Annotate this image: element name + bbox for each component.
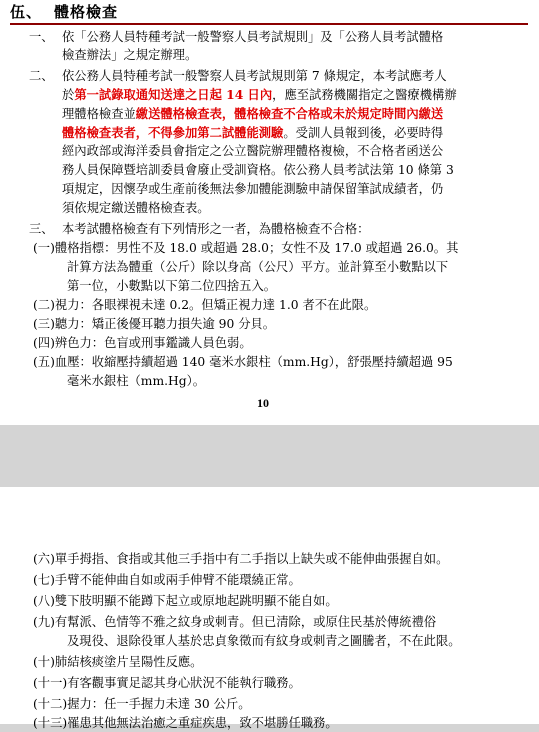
sub-item-9-line-1: (九)有幫派、色情等不雅之紋身或刺青。但已清除，或原住民基於傳統禮俗 bbox=[33, 615, 437, 629]
sub-item-7: (七)手臂不能伸曲自如或兩手伸臂不能環繞正常。 bbox=[33, 573, 301, 587]
item-2-line-3 bbox=[62, 105, 443, 123]
item-2-line-6: 務人員保障暨培訓委員會廢止受訓資格。依公務人員考試法第 10 條第 3 bbox=[62, 163, 454, 177]
text-run: 。受訓人員報到後，必要時得 bbox=[283, 126, 444, 140]
sub-item-12: (十二)握力：任一手握力未達 30 公斤。 bbox=[33, 697, 251, 711]
item-3-lead: 本考試體格檢查有下列情形之一者，為體格檢查不合格： bbox=[62, 222, 370, 236]
sub-item-9-line-2: 及現役、退除役軍人基於忠貞象徵而有紋身或刺青之圖騰者，不在此限。 bbox=[67, 634, 461, 648]
item-2-line-7: 項規定，因懷孕或生產前後無法參加體能測驗申請保留筆試成績者，仍 bbox=[62, 182, 444, 196]
item-2-line-4 bbox=[62, 124, 443, 142]
section-title: 體格檢查 bbox=[54, 3, 119, 21]
highlight-submission: 繳送體格檢查表，體格檢查不合格或未於規定時間內繳送 bbox=[135, 106, 444, 121]
highlight-deadline: 第一試錄取通知送達之日起 14 日內 bbox=[74, 87, 273, 102]
sub-item-10: (十)肺結核痰塗片呈陽性反應。 bbox=[33, 655, 203, 669]
highlight-exclusion: 體格檢查表者，不得參加第二試體能測驗 bbox=[62, 125, 284, 140]
item-1-line-1: 依「公務人員特種考試一般警察人員考試規則」及「公務人員考試體格 bbox=[62, 30, 444, 44]
text-run: 於 bbox=[62, 88, 75, 102]
sub-item-4: (四)辨色力：色盲或刑事鑑識人員色弱。 bbox=[33, 336, 252, 350]
sub-item-3: (三)聽力：矯正後優耳聽力損失逾 90 分貝。 bbox=[33, 317, 276, 331]
page-number: 10 bbox=[257, 396, 269, 410]
sub-item-6: (六)單手拇指、食指或其他三手指中有二手指以上缺失或不能伸曲張握自如。 bbox=[33, 552, 449, 566]
text-run: 理體格檢查並 bbox=[62, 107, 136, 121]
item-1-line-2: 檢查辦法」之規定辦理。 bbox=[62, 48, 198, 62]
sub-item-1-line-1: (一)體格指標：男性不及 18.0 或超過 28.0；女性不及 17.0 或超過 26.0。其 bbox=[33, 241, 459, 255]
section-heading bbox=[10, 2, 528, 25]
sub-item-13: (十三)罹患其他無法治癒之重症疾患，致不堪勝任職務。 bbox=[33, 716, 338, 730]
item-2-line-8: 須依規定繳送體格檢查表。 bbox=[62, 201, 210, 215]
sub-item-8: (八)雙下肢明顯不能蹲下起立或原地起跳明顯不能自如。 bbox=[33, 594, 338, 608]
item-2-line-5: 經內政部或海洋委員會指定之公立醫院辦理體格複檢，不合格者函送公 bbox=[62, 144, 444, 158]
sub-item-5-line-1: (五)血壓：收縮壓持續超過 140 毫米水銀柱（mm.Hg），舒張壓持續超過 95 bbox=[33, 355, 453, 369]
sub-item-5-line-2: 毫米水銀柱（mm.Hg）。 bbox=[67, 374, 206, 388]
sub-item-1-line-2: 計算方法為體重（公斤）除以身高（公尺）平方。並計算至小數點以下 bbox=[67, 260, 449, 274]
item-3-marker: 三、 bbox=[29, 222, 54, 236]
document-page-2 bbox=[0, 487, 539, 730]
sub-item-1-line-3: 第一位，小數點以下第二位四捨五入。 bbox=[67, 279, 277, 293]
sub-item-2: (二)視力：各眼裸視未達 0.2。但矯正視力達 1.0 者不在此限。 bbox=[33, 298, 377, 312]
section-number: 伍、 bbox=[10, 3, 43, 21]
item-2-marker: 二、 bbox=[29, 69, 54, 83]
item-1-marker: 一、 bbox=[29, 30, 54, 44]
text-run: ，應至試務機關指定之醫療機構辦 bbox=[272, 88, 457, 102]
sub-item-11: (十一)有客觀事實足認其身心狀況不能執行職務。 bbox=[33, 676, 301, 690]
page-gap bbox=[0, 425, 539, 487]
item-2-line-1: 依公務人員特種考試一般警察人員考試規則第 7 條規定，本考試應考人 bbox=[62, 69, 447, 83]
item-2-line-2 bbox=[62, 86, 457, 104]
